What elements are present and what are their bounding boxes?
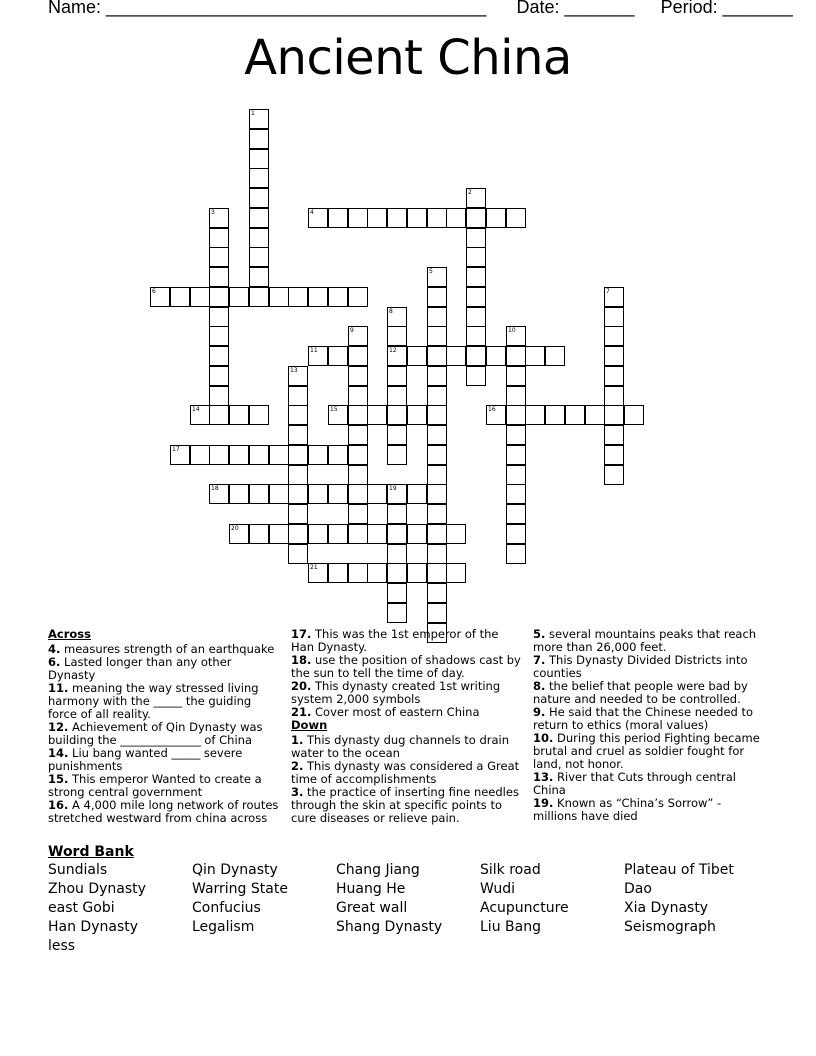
clue-number-label: 6: [152, 288, 156, 295]
crossword-cell[interactable]: [506, 326, 526, 346]
crossword-cell[interactable]: [525, 405, 545, 425]
crossword-cell[interactable]: [525, 346, 545, 366]
crossword-cell[interactable]: [308, 524, 328, 544]
crossword-cell[interactable]: [466, 307, 486, 327]
clue-across-15: 15. This emperor Wanted to create a strong central government: [48, 772, 262, 799]
crossword-cell[interactable]: [190, 405, 210, 425]
crossword-cell[interactable]: [387, 484, 407, 504]
crossword-cell[interactable]: [506, 208, 526, 228]
crossword-cell[interactable]: [506, 504, 526, 524]
crossword-cell[interactable]: [427, 208, 447, 228]
clue-number-label: 16: [488, 406, 496, 413]
crossword-cell[interactable]: [604, 326, 624, 346]
crossword-cell[interactable]: [407, 563, 427, 583]
word-bank-item: Sundials: [48, 862, 108, 878]
crossword-cell[interactable]: [229, 287, 249, 307]
clues-column-2: [291, 628, 523, 825]
crossword-cell[interactable]: [348, 425, 368, 445]
crossword-cell[interactable]: [209, 287, 229, 307]
clue-number-label: 19: [389, 485, 397, 492]
crossword-cell[interactable]: [288, 524, 308, 544]
crossword-cell[interactable]: [565, 405, 585, 425]
crossword-cell[interactable]: [209, 307, 229, 327]
crossword-cell[interactable]: [545, 346, 565, 366]
crossword-cell[interactable]: [604, 425, 624, 445]
crossword-cell[interactable]: [387, 445, 407, 465]
clue-across-18: 18. use the position of shadows cast by the sun to tell the time of day.: [291, 653, 521, 680]
crossword-cell[interactable]: [387, 563, 407, 583]
word-bank-item: Qin Dynasty: [192, 862, 278, 878]
period-field-label[interactable]: Period: _______: [660, 0, 793, 17]
crossword-cell[interactable]: [427, 603, 447, 623]
clue-number-label: 21: [310, 564, 318, 571]
clue-number-label: 20: [231, 525, 239, 532]
word-bank-item: Seismograph: [624, 919, 716, 935]
crossword-cell[interactable]: [466, 346, 486, 366]
word-bank-item: Dao: [624, 881, 652, 897]
clue-number-label: 4: [310, 209, 314, 216]
page-title: Ancient China: [244, 30, 572, 86]
crossword-cell[interactable]: [486, 346, 506, 366]
crossword-cell[interactable]: [209, 267, 229, 287]
crossword-cell[interactable]: [328, 287, 348, 307]
crossword-cell[interactable]: [328, 524, 348, 544]
crossword-cell[interactable]: [427, 445, 447, 465]
word-bank-item: Shang Dynasty: [336, 919, 443, 935]
word-bank-item: Warring State: [192, 881, 288, 897]
crossword-cell[interactable]: [288, 366, 308, 386]
word-bank-item: Plateau of Tibet: [624, 862, 734, 878]
crossword-cell[interactable]: [407, 346, 427, 366]
clue-down-13: 13. River that Cuts through central China: [533, 770, 736, 797]
crossword-cell[interactable]: [387, 386, 407, 406]
crossword-cell[interactable]: [387, 208, 407, 228]
crossword-cell[interactable]: [427, 386, 447, 406]
word-bank-item: Liu Bang: [480, 919, 541, 935]
crossword-cell[interactable]: [308, 445, 328, 465]
crossword-cell[interactable]: [427, 524, 447, 544]
crossword-cell[interactable]: [150, 287, 170, 307]
clue-number-label: 5: [429, 268, 433, 275]
crossword-cell[interactable]: [288, 445, 308, 465]
crossword-cell[interactable]: [288, 484, 308, 504]
crossword-cell[interactable]: [209, 445, 229, 465]
crossword-cell[interactable]: [604, 287, 624, 307]
crossword-cell[interactable]: [604, 465, 624, 485]
crossword-cell[interactable]: [348, 445, 368, 465]
crossword-cell[interactable]: [249, 188, 269, 208]
down-heading: Down: [291, 718, 328, 732]
crossword-cell[interactable]: [446, 563, 466, 583]
crossword-cell[interactable]: [328, 346, 348, 366]
crossword-cell[interactable]: [308, 208, 328, 228]
crossword-cell[interactable]: [545, 405, 565, 425]
crossword-cell[interactable]: [624, 405, 644, 425]
clue-number-label: 1: [251, 110, 255, 117]
crossword-cell[interactable]: [308, 287, 328, 307]
crossword-cell[interactable]: [348, 465, 368, 485]
crossword-cell[interactable]: [249, 445, 269, 465]
crossword-cell[interactable]: [229, 405, 249, 425]
crossword-cell[interactable]: [249, 208, 269, 228]
crossword-cell[interactable]: [506, 405, 526, 425]
crossword-cell[interactable]: [269, 484, 289, 504]
crossword-cell[interactable]: [328, 445, 348, 465]
crossword-cell[interactable]: [269, 287, 289, 307]
word-bank-title: Word Bank: [48, 844, 134, 860]
word-bank-item: Legalism: [192, 919, 255, 935]
crossword-cell[interactable]: [229, 445, 249, 465]
clue-down-5: 5. several mountains peaks that reach more than 26,000 feet.: [533, 627, 757, 654]
crossword-cell[interactable]: [209, 405, 229, 425]
crossword-cell[interactable]: [427, 307, 447, 327]
crossword-cell[interactable]: [348, 484, 368, 504]
crossword-cell[interactable]: [348, 405, 368, 425]
crossword-cell[interactable]: [348, 563, 368, 583]
name-field-label[interactable]: Name: ______________________________________: [48, 0, 487, 17]
crossword-cell[interactable]: [328, 563, 348, 583]
crossword-cell[interactable]: [387, 544, 407, 564]
clue-number-label: 2: [468, 189, 472, 196]
clues-column-1: [48, 628, 280, 825]
crossword-cell[interactable]: [367, 208, 387, 228]
date-field-label[interactable]: Date: _______: [516, 0, 635, 17]
crossword-cell[interactable]: [427, 425, 447, 445]
crossword-cell[interactable]: [466, 366, 486, 386]
crossword-cell[interactable]: [466, 267, 486, 287]
clue-number-label: 14: [192, 406, 200, 413]
clues-column-3: [533, 628, 765, 823]
crossword-cell[interactable]: [387, 366, 407, 386]
crossword-cell[interactable]: [387, 524, 407, 544]
crossword-cell[interactable]: [604, 307, 624, 327]
crossword-cell[interactable]: [249, 287, 269, 307]
crossword-cell[interactable]: [308, 563, 328, 583]
crossword-cell[interactable]: [367, 484, 387, 504]
crossword-cell[interactable]: [229, 524, 249, 544]
crossword-cell[interactable]: [190, 287, 210, 307]
crossword-cell[interactable]: [387, 307, 407, 327]
crossword-cell[interactable]: [288, 504, 308, 524]
crossword-cell[interactable]: [288, 465, 308, 485]
crossword-cell[interactable]: [269, 445, 289, 465]
clue-across-14: 14. Liu bang wanted _____ severe punishments: [48, 746, 243, 773]
clue-number-label: 11: [310, 347, 318, 354]
crossword-cell[interactable]: [348, 346, 368, 366]
crossword-cell[interactable]: [506, 386, 526, 406]
crossword-cell[interactable]: [407, 484, 427, 504]
crossword-cell[interactable]: [249, 149, 269, 169]
clue-down-19: 19. Known as “China’s Sorrow” - millions have died: [533, 796, 722, 823]
clue-number-label: 7: [606, 288, 610, 295]
word-bank-item: Confucius: [192, 900, 261, 916]
crossword-cell[interactable]: [348, 386, 368, 406]
word-bank-item: Zhou Dynasty: [48, 881, 146, 897]
crossword-cell[interactable]: [427, 465, 447, 485]
crossword-cell[interactable]: [387, 326, 407, 346]
crossword-cell[interactable]: [407, 208, 427, 228]
crossword-cell[interactable]: [506, 465, 526, 485]
crossword-cell[interactable]: [427, 563, 447, 583]
word-bank-item: Acupuncture: [480, 900, 569, 916]
crossword-cell[interactable]: [288, 386, 308, 406]
crossword-cell[interactable]: [249, 109, 269, 129]
crossword-cell[interactable]: [427, 326, 447, 346]
crossword-cell[interactable]: [604, 366, 624, 386]
crossword-cell[interactable]: [367, 563, 387, 583]
crossword-cell[interactable]: [604, 386, 624, 406]
crossword-cell[interactable]: [348, 504, 368, 524]
crossword-cell[interactable]: [170, 445, 190, 465]
crossword-cell[interactable]: [308, 484, 328, 504]
crossword-cell[interactable]: [249, 524, 269, 544]
clue-across-20: 20. This dynasty created 1st writing system 2,000 symbols: [291, 679, 501, 706]
clue-down-3: 3. the practice of inserting fine needles through the skin at specific points to cure diseases or relieve pain.: [291, 785, 519, 825]
crossword-cell[interactable]: [427, 544, 447, 564]
crossword-cell[interactable]: [506, 346, 526, 366]
header-line: [48, 0, 793, 18]
clue-number-label: 12: [389, 347, 397, 354]
clue-across-4: 4. measures strength of an earthquake: [48, 642, 275, 656]
crossword-cell[interactable]: [466, 287, 486, 307]
crossword-cell[interactable]: [190, 445, 210, 465]
crossword-cell[interactable]: [466, 188, 486, 208]
crossword-cell[interactable]: [249, 267, 269, 287]
crossword-cell[interactable]: [387, 583, 407, 603]
crossword-cell[interactable]: [387, 603, 407, 623]
crossword-cell[interactable]: [209, 484, 229, 504]
crossword-cell[interactable]: [348, 524, 368, 544]
crossword-cell[interactable]: [170, 287, 190, 307]
clue-down-7: 7. This Dynasty Divided Districts into counties: [533, 653, 748, 680]
crossword-cell[interactable]: [466, 228, 486, 248]
crossword-cell[interactable]: [506, 524, 526, 544]
crossword-cell[interactable]: [209, 366, 229, 386]
crossword-cell[interactable]: [348, 287, 368, 307]
crossword-cell[interactable]: [249, 228, 269, 248]
crossword-cell[interactable]: [367, 524, 387, 544]
crossword-cell[interactable]: [466, 326, 486, 346]
crossword-cell[interactable]: [585, 405, 605, 425]
crossword-cell[interactable]: [308, 346, 328, 366]
clue-across-6: 6. Lasted longer than any other Dynasty: [48, 655, 232, 682]
word-bank: [48, 862, 768, 957]
word-bank-item: Silk road: [480, 862, 541, 878]
crossword-cell[interactable]: [288, 425, 308, 445]
word-bank-item: Wudi: [480, 881, 515, 897]
clue-number-label: 10: [508, 327, 516, 334]
crossword-cell[interactable]: [269, 524, 289, 544]
crossword-cell[interactable]: [209, 326, 229, 346]
word-bank-item: Xia Dynasty: [624, 900, 709, 916]
crossword-cell[interactable]: [387, 425, 407, 445]
clue-across-11: 11. meaning the way stressed living harmony with the _____ the guiding force of all reality.: [48, 681, 259, 721]
crossword-cell[interactable]: [348, 366, 368, 386]
clue-across-21: 21. Cover most of eastern China: [291, 705, 480, 719]
crossword-cell[interactable]: [506, 544, 526, 564]
clue-down-2: 2. This dynasty was considered a Great time of accomplishments: [291, 759, 520, 786]
crossword-cell[interactable]: [209, 208, 229, 228]
clue-number-label: 8: [389, 308, 393, 315]
crossword-cell[interactable]: [466, 247, 486, 267]
crossword-cell[interactable]: [348, 208, 368, 228]
crossword-cell[interactable]: [506, 425, 526, 445]
clue-number-label: 3: [211, 209, 215, 216]
clue-across-16: 16. A 4,000 mile long network of routes stretched westward from china across: [48, 798, 279, 825]
crossword-cell[interactable]: [348, 326, 368, 346]
clue-down-10: 10. During this period Fighting became brutal and cruel as soldier fought for land, not honor.: [533, 731, 760, 771]
crossword-cell[interactable]: [387, 504, 407, 524]
crossword-cell[interactable]: [209, 346, 229, 366]
crossword-cell[interactable]: [407, 405, 427, 425]
crossword-cell[interactable]: [209, 386, 229, 406]
crossword-cell[interactable]: [506, 366, 526, 386]
clue-across-17: 17. This was the 1st emperor of the Han Dynasty.: [291, 627, 499, 654]
word-bank-item: east Gobi: [48, 900, 115, 916]
clue-down-8: 8. the belief that people were bad by nature and needed to be controlled.: [533, 679, 748, 706]
clue-number-label: 13: [290, 367, 298, 374]
crossword-cell[interactable]: [249, 129, 269, 149]
crossword-cell[interactable]: [446, 524, 466, 544]
crossword-cell[interactable]: [427, 583, 447, 603]
crossword-cell[interactable]: [387, 346, 407, 366]
crossword-cell[interactable]: [288, 287, 308, 307]
word-bank-item: Han Dynasty: [48, 919, 139, 935]
crossword-cell[interactable]: [249, 247, 269, 267]
crossword-cell[interactable]: [328, 405, 348, 425]
crossword-cell[interactable]: [604, 445, 624, 465]
crossword-cell[interactable]: [427, 346, 447, 366]
crossword-cell[interactable]: [387, 405, 407, 425]
clue-down-1: 1. This dynasty dug channels to drain water to the ocean: [291, 733, 510, 760]
crossword-cell[interactable]: [367, 405, 387, 425]
crossword-cell[interactable]: [229, 484, 249, 504]
crossword-cell[interactable]: [249, 168, 269, 188]
crossword-cell[interactable]: [249, 484, 269, 504]
clue-number-label: 15: [330, 406, 338, 413]
crossword-cell[interactable]: [328, 484, 348, 504]
clue-number-label: 18: [211, 485, 219, 492]
crossword-cell[interactable]: [407, 524, 427, 544]
crossword-cell[interactable]: [486, 405, 506, 425]
word-bank-item: Chang Jiang: [336, 862, 420, 878]
crossword-cell[interactable]: [288, 544, 308, 564]
clue-number-label: 9: [350, 327, 354, 334]
crossword-cell[interactable]: [466, 208, 486, 228]
crossword-cell[interactable]: [427, 366, 447, 386]
clue-number-label: 17: [172, 446, 180, 453]
crossword-cell[interactable]: [506, 484, 526, 504]
crossword-cell[interactable]: [446, 346, 466, 366]
word-bank-item: less: [48, 938, 76, 954]
crossword-cell[interactable]: [506, 445, 526, 465]
word-bank-item: Huang He: [336, 881, 406, 897]
crossword-cell[interactable]: [427, 405, 447, 425]
across-heading: Across: [48, 627, 91, 641]
crossword-cell[interactable]: [288, 405, 308, 425]
crossword-cell[interactable]: [427, 287, 447, 307]
clue-down-9: 9. He said that the Chinese needed to return to ethics (moral values): [533, 705, 754, 732]
crossword-cell[interactable]: [446, 208, 466, 228]
word-bank-item: Great wall: [336, 900, 408, 916]
crossword-cell[interactable]: [209, 247, 229, 267]
crossword-cell[interactable]: [427, 504, 447, 524]
crossword-cell[interactable]: [249, 405, 269, 425]
crossword-cell[interactable]: [209, 228, 229, 248]
crossword-cell[interactable]: [604, 405, 624, 425]
crossword-cell[interactable]: [427, 267, 447, 287]
crossword-cell[interactable]: [328, 208, 348, 228]
clue-across-12: 12. Achievement of Qin Dynasty was building the ______________ of China: [48, 720, 263, 747]
crossword-cell[interactable]: [486, 208, 506, 228]
crossword-cell[interactable]: [604, 346, 624, 366]
crossword-cell[interactable]: [427, 484, 447, 504]
